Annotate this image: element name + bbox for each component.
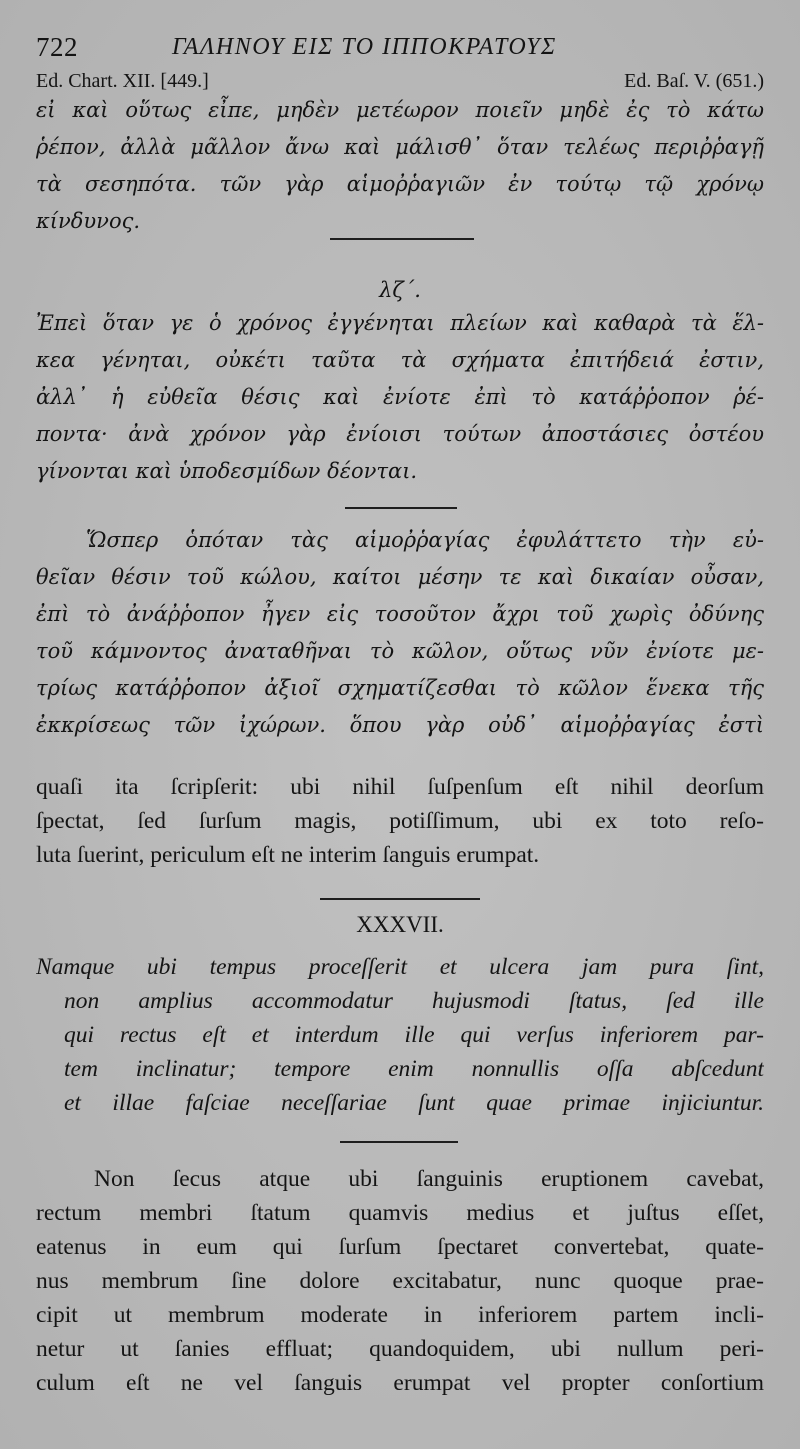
text-line: nus membrum ſine dolore excitabatur, nunc quoque prae-: [36, 1268, 764, 1294]
text-line: γίνονται καὶ ὑποδεσμίδων δέονται.: [36, 459, 418, 483]
text-line: et illae faſciae neceſſariae ſunt quae primae injiciuntur.: [64, 1090, 764, 1116]
text-line: τρίως κατάῤῥοπον ἀξιοῖ σχηματίζεσθαι τὸ κῶλον ἕνεκα τῆς: [36, 676, 764, 700]
text-line: ſpectat, ſed ſurſum magis, potiſſimum, ubi ex toto reſo-: [36, 808, 764, 834]
latin-commentary-end: [36, 770, 764, 872]
text-line: ποντα· ἀνὰ χρόνον γὰρ ἐνίοισι τούτων ἀποστάσιες ὀστέου: [36, 422, 764, 446]
text-line: eatenus in eum qui ſurſum ſpectaret convertebat, quate-: [36, 1234, 764, 1260]
running-title: ΓΑΛΗΝΟΥ ΕΙΣ ΤΟ ΙΠΠΟΚΡΑΤΟΥΣ: [172, 34, 557, 60]
text-line: qui rectus eſt et interdum ille qui verſus inferiorem par-: [64, 1022, 764, 1048]
section-divider: [320, 898, 480, 900]
greek-commentary: [36, 522, 764, 744]
page-number: 722: [36, 32, 78, 62]
section-divider: [345, 507, 457, 509]
section-divider: [330, 238, 474, 240]
text-line: Ὥσπερ ὁπόταν τὰς αἱμοῤῥαγίας ἐφυλάττετο τὴν εὐ-: [86, 528, 764, 552]
text-line: quaſi ita ſcripſerit: ubi nihil ſuſpenſum eſt nihil deorſum: [36, 774, 764, 800]
text-line: netur ut ſanies effluat; quandoquidem, ubi nullum peri-: [36, 1336, 764, 1362]
text-line: cipit ut membrum moderate in inferiorem partem incli-: [36, 1302, 764, 1328]
text-line: rectum membri ſtatum quamvis medius et juſtus eſſet,: [36, 1200, 764, 1226]
text-line: τοῦ κάμνοντος ἀναταθῆναι τὸ κῶλον, οὕτως νῦν ἐνίοτε με-: [36, 639, 764, 663]
text-line: ῥέπον, ἀλλὰ μᾶλλον ἄνω καὶ μάλισθ᾽ ὅταν τελέως περιῤῥαγῇ: [36, 135, 764, 159]
text-line: luta ſuerint, periculum eſt ne interim ſanguis erumpat.: [36, 842, 540, 868]
text-line: ἐκκρίσεως τῶν ἰχώρων. ὅπου γὰρ οὐδ᾽ αἱμοῤῥαγίας ἐστὶ: [36, 713, 764, 737]
latin-commentary: [36, 1162, 764, 1400]
text-line: κεα γένηται, οὐκέτι ταῦτα τὰ σχήματα ἐπιτήδειά ἐστιν,: [36, 348, 764, 372]
text-line: Namque ubi tempus proceſſerit et ulcera jam pura ſint,: [36, 954, 764, 980]
text-line: Non ſecus atque ubi ſanguinis eruptionem cavebat,: [94, 1166, 764, 1192]
text-line: εἰ καὶ οὕτως εἶπε, μηδὲν μετέωρον ποιεῖν μηδὲ ἐς τὸ κάτω: [36, 98, 764, 122]
greek-section-number: λζ΄.: [379, 278, 421, 302]
greek-commentary-end: [36, 92, 764, 240]
text-line: θεῖαν θέσιν τοῦ κώλου, καίτοι μέσην τε καὶ δικαίαν οὖσαν,: [36, 565, 764, 589]
text-line: τὰ σεσηπότα. τῶν γὰρ αἱμοῤῥαγιῶν ἐν τούτῳ τῷ χρόνῳ: [36, 172, 764, 196]
text-line: tem inclinatur; tempore enim nonnullis oſſa abſcedunt: [64, 1056, 764, 1082]
text-line: ἀλλ᾽ ἡ εὐθεῖα θέσις καὶ ἐνίοτε ἐπὶ τὸ κατάῤῥοπον ῥέ-: [36, 385, 764, 409]
latin-aphorism: [36, 950, 764, 1120]
text-line: non amplius accommodatur hujusmodi ſtatus, ſed ille: [64, 988, 764, 1014]
latin-section-number: XXXVII.: [356, 912, 444, 937]
text-line: κίνδυνος.: [36, 209, 141, 233]
text-line: ἐπὶ τὸ ἀνάῤῥοπον ἦγεν εἰς τοσοῦτον ἄχρι τοῦ χωρὶς ὀδύνης: [36, 602, 764, 626]
edition-chartier-reference: Ed. Chart. XII. [449.]: [36, 70, 209, 92]
edition-basel-reference: Ed. Baſ. V. (651.): [624, 70, 764, 92]
page-header: [36, 28, 776, 68]
section-divider: [340, 1141, 458, 1143]
text-line: Ἐπεὶ ὅταν γε ὁ χρόνος ἐγγένηται πλείων καὶ καθαρὰ τὰ ἕλ-: [36, 311, 764, 335]
text-line: culum eſt ne vel ſanguis erumpat vel propter conſortium: [36, 1370, 764, 1396]
greek-aphorism: [36, 305, 764, 490]
